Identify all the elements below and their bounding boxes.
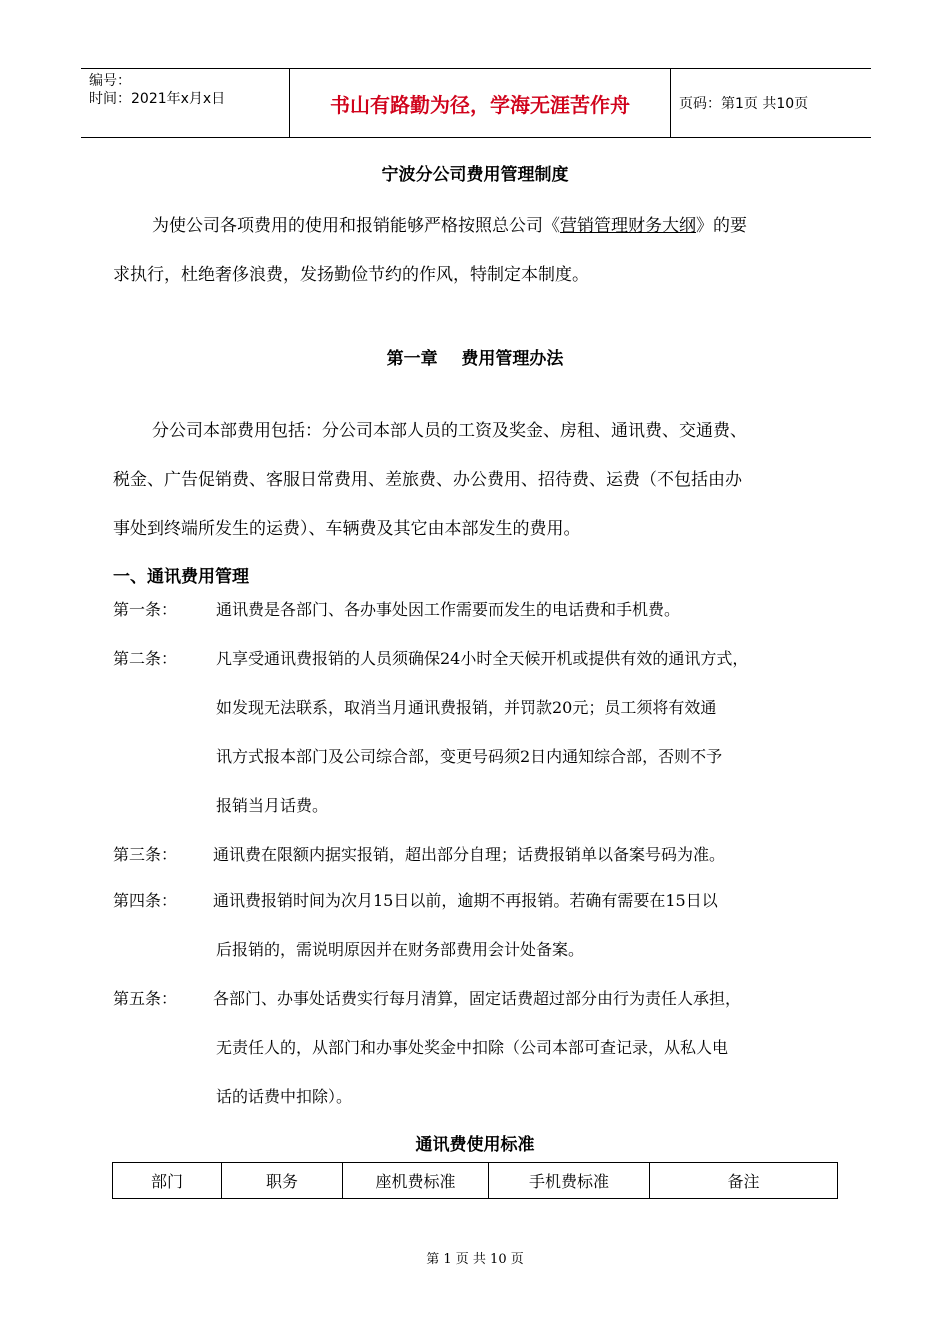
table-header-cell: 职务 [222, 1163, 343, 1199]
article-4-line-2: 后报销的，需说明原因并在财务部费用会计处备案。 [216, 940, 585, 959]
number-label: 编号： [89, 73, 131, 89]
intro-post: 》的要 [696, 216, 747, 236]
article-2-label: 第二条： [113, 649, 178, 668]
article-2-line-1: 凡享受通讯费报销的人员须确保24小时全天候开机或提供有效的通讯方式， [216, 649, 749, 668]
communication-fee-table [112, 1162, 838, 1199]
intro-line-2: 求执行，杜绝奢侈浪费，发扬勤俭节约的作风，特制定本制度。 [113, 265, 589, 285]
intro-line-1 [152, 211, 747, 236]
article-5-line-2: 无责任人的，从部门和办事处奖金中扣除（公司本部可查记录，从私人电 [216, 1038, 729, 1057]
scope-line-3: 事处到终端所发生的运费）、车辆费及其它由本部发生的费用。 [113, 519, 581, 539]
article-3-line-1: 通讯费在限额内据实报销，超出部分自理；话费报销单以备案号码为准。 [213, 845, 726, 864]
article-1-label: 第一条： [113, 600, 178, 619]
article-4-line-1: 通讯费报销时间为次月15日以前，逾期不再报销。若确有需要在15日以 [213, 891, 718, 910]
chapter-title: 第一章 费用管理办法 [386, 349, 564, 369]
table-header-row [113, 1163, 838, 1199]
header-meta [81, 69, 289, 137]
article-3-label: 第三条： [113, 845, 178, 864]
scope-line-2: 税金、广告促销费、客服日常费用、差旅费、办公费用、招待费、运费（不包括由办 [113, 470, 742, 490]
article-2-line-4: 报销当月话费。 [216, 796, 329, 815]
page-header [81, 68, 871, 138]
table-header-cell: 备注 [650, 1163, 838, 1199]
header-page-info: 页码：第1页 共10页 [679, 96, 809, 112]
table-title: 通讯费使用标准 [415, 1135, 535, 1155]
scope-line-1: 分公司本部费用包括：分公司本部人员的工资及奖金、房租、通讯费、交通费、 [152, 421, 747, 441]
intro-link: 营销管理财务大纲 [560, 216, 696, 236]
article-4-label: 第四条： [113, 891, 178, 910]
article-2-line-3: 讯方式报本部门及公司综合部，变更号码须2日内通知综合部，否则不予 [216, 747, 723, 766]
table-header-cell: 座机费标准 [343, 1163, 489, 1199]
table-header-cell: 手机费标准 [489, 1163, 650, 1199]
date-line: 时间：2021年x月x日 [89, 91, 226, 107]
article-2-line-2: 如发现无法联系，取消当月通讯费报销，并罚款20元；员工须将有效通 [216, 698, 717, 717]
intro-pre: 为使公司各项费用的使用和报销能够严格按照总公司《 [152, 216, 560, 236]
article-5-line-3: 话的话费中扣除）。 [216, 1087, 353, 1106]
table-header-cell: 部门 [113, 1163, 222, 1199]
section-title-communication: 一、通讯费用管理 [113, 567, 249, 587]
article-5-label: 第五条： [113, 989, 178, 1008]
article-1-line-1: 通讯费是各部门、各办事处因工作需要而发生的电话费和手机费。 [216, 600, 681, 619]
article-5-line-1: 各部门、办事处话费实行每月清算，固定话费超过部分由行为责任人承担， [213, 989, 742, 1008]
page-footer: 第 1 页 共 10 页 [426, 1252, 524, 1267]
header-motto: 书山有路勤为径，学海无涯苦作舟 [289, 69, 671, 137]
document-title: 宁波分公司费用管理制度 [381, 165, 569, 185]
